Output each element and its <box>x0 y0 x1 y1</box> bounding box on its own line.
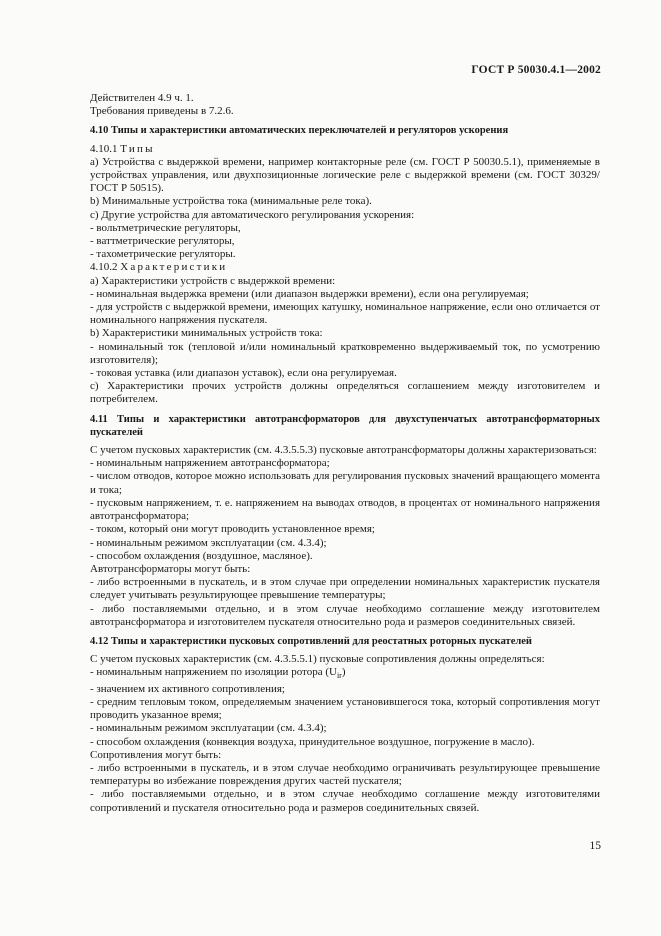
paragraph: - способом охлаждения (конвекция воздуха, принудительное воздушное, погружение в масло). <box>90 735 535 748</box>
section-heading: 4.12 Типы и характеристики пусковых сопротивлений для реостатных роторных пускателей <box>90 635 532 647</box>
paragraph: - номинальным напряжением автотрансформатора; <box>90 457 330 470</box>
paragraph: - либо встроенными в пускатель, и в этом случае при определении номинальных характеристик пускателя следует учитывать результирующее превышение температуры; <box>90 576 600 602</box>
subscript: ir <box>336 671 342 681</box>
paragraph: Автотрансформаторы могут быть: <box>90 562 251 575</box>
paragraph: - либо встроенными в пускатель, и в этом случае необходимо ограничивать результирующее превышение температуры во избежание повреждения других частей пускателя; <box>90 761 600 788</box>
paragraph: - током, который они могут проводить установленное время; <box>90 523 375 536</box>
paragraph: Требования приведены в 7.2.6. <box>90 105 234 118</box>
document-body <box>90 92 600 815</box>
paragraph: С учетом пусковых характеристик (см. 4.3.5.5.3) пусковые автотрансформаторы должны характеризоваться: <box>90 444 597 457</box>
paragraph: b) Характеристики минимальных устройств тока: <box>90 327 323 340</box>
page-number: 15 <box>589 840 601 852</box>
paragraph: - токовая уставка (или диапазон уставок), если она регулируемая. <box>90 367 397 380</box>
clause-number: 4.10.2 Характеристики <box>90 261 228 274</box>
section-heading: 4.10 Типы и характеристики автоматических переключателей и регуляторов ускорения <box>90 125 509 137</box>
paragraph: - средним тепловым током, определяемым значением установившегося тока, который сопротивления могут проводить указанное время; <box>90 695 600 722</box>
paragraph: - либо поставляемыми отдельно, и в этом случае необходимо соглашение между изготовителями сопротивлений и пускателя относительно рода и размеров соединительных связей. <box>90 788 600 814</box>
paragraph <box>90 261 600 274</box>
paragraph <box>90 143 600 156</box>
paragraph: b) Минимальные устройства тока (минимальные реле тока). <box>90 195 372 208</box>
clause-number: 4.10.1 Типы <box>90 142 155 155</box>
paragraph: - числом отводов, которое можно использовать для регулирования пусковых значений вращающего момента и тока; <box>90 470 600 496</box>
document-header: ГОСТ Р 50030.4.1—2002 <box>471 64 601 76</box>
paragraph-text: - номинальным напряжением по изоляции ротора (U <box>90 666 337 679</box>
paragraph: а) Устройства с выдержкой времени, например контакторные реле (см. ГОСТ Р 50030.5.1), применяемые в устройствах управления, или двухпозиционные логические реле с выдержкой времени (см. ГОСТ 30329/ГОСТ Р 50515). <box>90 155 600 195</box>
paragraph: - значением их активного сопротивления; <box>90 682 285 695</box>
paragraph: а) Характеристики устройств с выдержкой времени: <box>90 274 336 287</box>
paragraph: - номинальный ток (тепловой и/или номинальный кратковременно выдерживаемый ток, по усмотрению изготовителя); <box>90 340 600 366</box>
paragraph: С учетом пусковых характеристик (см. 4.3.5.5.1) пусковые сопротивления должны определяться: <box>90 653 545 666</box>
section-heading: 4.11 Типы и характеристики автотрансформаторов для двухступенчатых автотрансформаторных пускателей <box>90 413 600 438</box>
paragraph: - номинальным режимом эксплуатации (см. 4.3.4); <box>90 722 327 735</box>
paragraph: Действителен 4.9 ч. 1. <box>90 92 194 104</box>
paragraph: с) Характеристики прочих устройств должны определяться соглашением между изготовителем и потребителем. <box>90 380 600 406</box>
paragraph: - номинальная выдержка времени (или диапазон выдержки времени), если она регулируемая; <box>90 287 529 300</box>
paragraph: - вольтметрические регуляторы, <box>90 221 241 234</box>
paragraph: - способом охлаждения (воздушное, масляное). <box>90 549 313 562</box>
paragraph: - пусковым напряжением, т. е. напряжением на выводах отводов, в процентах от номинального напряжения автотрансформатора; <box>90 496 600 523</box>
paragraph: - тахометрические регуляторы. <box>90 248 236 261</box>
paragraph: с) Другие устройства для автоматического регулирования ускорения: <box>90 208 415 221</box>
paragraph: - для устройств с выдержкой времени, имеющих катушку, номинальное напряжение, если оно отличается от номинального напряжения пускателя. <box>90 301 600 327</box>
paragraph: - номинальным режимом эксплуатации (см. 4.3.4); <box>90 536 327 549</box>
paragraph: - номинальным напряжением по изоляции ротора $(U_{ir})$ <box>90 666 346 681</box>
paragraph: Сопротивления могут быть: <box>90 748 222 761</box>
paragraph: - ваттметрические регуляторы, <box>90 235 235 248</box>
paragraph: - либо поставляемыми отдельно, и в этом случае необходимо соглашение между изготовителем автотрансформатора и изготовителем пускателя относительно рода и размеров соединительных связей. <box>90 602 600 628</box>
